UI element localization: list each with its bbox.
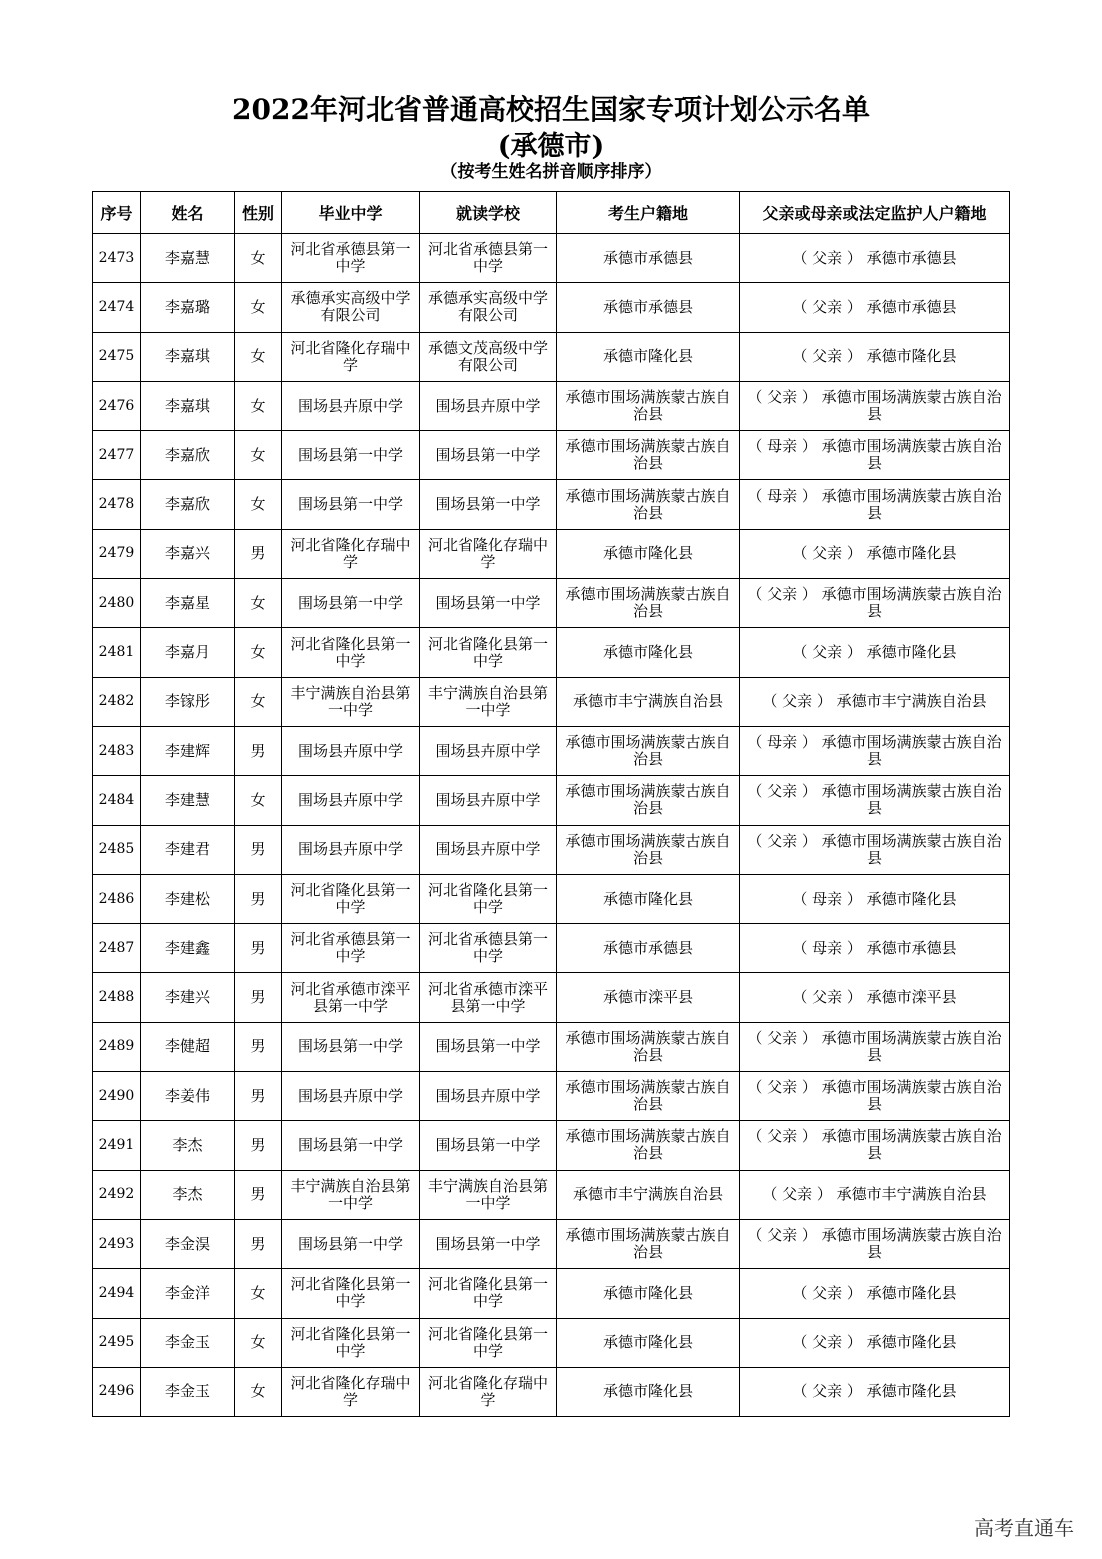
cell-serial: 2496 [93, 1367, 141, 1416]
cell-graduation-school: 围场县第一中学 [282, 431, 420, 480]
cell-graduation-school: 河北省承德市滦平县第一中学 [282, 973, 420, 1022]
cell-household-registration: 承德市围场满族蒙古族自治县 [557, 431, 740, 480]
cell-serial: 2477 [93, 431, 141, 480]
cell-serial: 2487 [93, 924, 141, 973]
cell-graduation-school: 围场县卉原中学 [282, 1072, 420, 1121]
cell-guardian-registration: （ 母亲 ） 承德市承德县 [740, 924, 1010, 973]
cell-name: 李金洋 [141, 1269, 235, 1318]
cell-household-registration: 承德市隆化县 [557, 332, 740, 381]
cell-gender: 男 [235, 924, 282, 973]
cell-current-school: 围场县卉原中学 [420, 825, 557, 874]
cell-graduation-school: 围场县第一中学 [282, 1022, 420, 1071]
cell-serial: 2492 [93, 1170, 141, 1219]
table-row [93, 1219, 1010, 1268]
page-subtitle-sort-note: （按考生姓名拼音顺序排序） [440, 162, 662, 182]
cell-household-registration: 承德市丰宁满族自治县 [557, 677, 740, 726]
header-graduation-school: 毕业中学 [282, 192, 420, 234]
cell-name: 李建辉 [141, 726, 235, 775]
cell-current-school: 河北省承德县第一中学 [420, 234, 557, 283]
cell-gender: 女 [235, 579, 282, 628]
cell-gender: 女 [235, 431, 282, 480]
cell-serial: 2482 [93, 677, 141, 726]
cell-serial: 2485 [93, 825, 141, 874]
cell-graduation-school: 围场县第一中学 [282, 1219, 420, 1268]
cell-name: 李金玉 [141, 1318, 235, 1367]
cell-name: 李嘉兴 [141, 529, 235, 578]
cell-graduation-school: 围场县第一中学 [282, 579, 420, 628]
table-row [93, 1121, 1010, 1170]
table-row [93, 924, 1010, 973]
header-household-registration: 考生户籍地 [557, 192, 740, 234]
cell-guardian-registration: （ 父亲 ） 承德市围场满族蒙古族自治县 [740, 579, 1010, 628]
cell-guardian-registration: （ 父亲 ） 承德市围场满族蒙古族自治县 [740, 1219, 1010, 1268]
cell-gender: 女 [235, 332, 282, 381]
cell-name: 李建鑫 [141, 924, 235, 973]
cell-guardian-registration: （ 父亲 ） 承德市隆化县 [740, 1367, 1010, 1416]
cell-name: 李杰 [141, 1121, 235, 1170]
table-row [93, 973, 1010, 1022]
cell-guardian-registration: （ 父亲 ） 承德市隆化县 [740, 332, 1010, 381]
cell-guardian-registration: （ 父亲 ） 承德市隆化县 [740, 628, 1010, 677]
cell-household-registration: 承德市围场满族蒙古族自治县 [557, 1121, 740, 1170]
cell-name: 李金玉 [141, 1367, 235, 1416]
cell-current-school: 围场县第一中学 [420, 1022, 557, 1071]
cell-guardian-registration: （ 父亲 ） 承德市承德县 [740, 283, 1010, 332]
cell-graduation-school: 围场县卉原中学 [282, 776, 420, 825]
table-row [93, 1022, 1010, 1071]
cell-gender: 女 [235, 480, 282, 529]
cell-gender: 女 [235, 234, 282, 283]
cell-household-registration: 承德市围场满族蒙古族自治县 [557, 381, 740, 430]
cell-guardian-registration: （ 父亲 ） 承德市围场满族蒙古族自治县 [740, 776, 1010, 825]
cell-graduation-school: 围场县第一中学 [282, 1121, 420, 1170]
cell-serial: 2476 [93, 381, 141, 430]
cell-serial: 2490 [93, 1072, 141, 1121]
cell-guardian-registration: （ 父亲 ） 承德市围场满族蒙古族自治县 [740, 1072, 1010, 1121]
cell-household-registration: 承德市丰宁满族自治县 [557, 1170, 740, 1219]
cell-serial: 2493 [93, 1219, 141, 1268]
cell-name: 李嘉欣 [141, 431, 235, 480]
cell-graduation-school: 河北省隆化存瑞中学 [282, 1367, 420, 1416]
cell-guardian-registration: （ 父亲 ） 承德市隆化县 [740, 1318, 1010, 1367]
cell-name: 李建兴 [141, 973, 235, 1022]
cell-serial: 2475 [93, 332, 141, 381]
cell-household-registration: 承德市隆化县 [557, 1367, 740, 1416]
cell-guardian-registration: （ 父亲 ） 承德市滦平县 [740, 973, 1010, 1022]
table-row [93, 283, 1010, 332]
cell-graduation-school: 河北省隆化县第一中学 [282, 1318, 420, 1367]
cell-gender: 男 [235, 825, 282, 874]
table-row [93, 825, 1010, 874]
cell-current-school: 围场县第一中学 [420, 480, 557, 529]
cell-graduation-school: 围场县卉原中学 [282, 381, 420, 430]
cell-gender: 男 [235, 1121, 282, 1170]
cell-name: 李姜伟 [141, 1072, 235, 1121]
cell-name: 李嘉琪 [141, 332, 235, 381]
cell-gender: 男 [235, 1072, 282, 1121]
cell-gender: 男 [235, 726, 282, 775]
cell-gender: 女 [235, 283, 282, 332]
cell-graduation-school: 河北省承德县第一中学 [282, 234, 420, 283]
cell-name: 李金淏 [141, 1219, 235, 1268]
cell-current-school: 围场县卉原中学 [420, 776, 557, 825]
cell-gender: 男 [235, 1022, 282, 1071]
cell-name: 李嘉月 [141, 628, 235, 677]
cell-current-school: 围场县卉原中学 [420, 1072, 557, 1121]
cell-gender: 女 [235, 628, 282, 677]
cell-serial: 2495 [93, 1318, 141, 1367]
cell-gender: 男 [235, 529, 282, 578]
table-row [93, 776, 1010, 825]
cell-serial: 2488 [93, 973, 141, 1022]
cell-household-registration: 承德市围场满族蒙古族自治县 [557, 480, 740, 529]
header-gender: 性别 [235, 192, 282, 234]
cell-serial: 2479 [93, 529, 141, 578]
cell-guardian-registration: （ 父亲 ） 承德市隆化县 [740, 529, 1010, 578]
cell-graduation-school: 丰宁满族自治县第一中学 [282, 677, 420, 726]
cell-name: 李杰 [141, 1170, 235, 1219]
cell-current-school: 丰宁满族自治县第一中学 [420, 677, 557, 726]
cell-serial: 2481 [93, 628, 141, 677]
cell-guardian-registration: （ 父亲 ） 承德市丰宁满族自治县 [740, 1170, 1010, 1219]
cell-serial: 2491 [93, 1121, 141, 1170]
table-row [93, 480, 1010, 529]
header-serial: 序号 [93, 192, 141, 234]
cell-household-registration: 承德市围场满族蒙古族自治县 [557, 726, 740, 775]
cell-current-school: 围场县第一中学 [420, 579, 557, 628]
table-row [93, 431, 1010, 480]
cell-graduation-school: 丰宁满族自治县第一中学 [282, 1170, 420, 1219]
cell-household-registration: 承德市围场满族蒙古族自治县 [557, 825, 740, 874]
cell-household-registration: 承德市承德县 [557, 924, 740, 973]
cell-household-registration: 承德市围场满族蒙古族自治县 [557, 579, 740, 628]
cell-household-registration: 承德市围场满族蒙古族自治县 [557, 1072, 740, 1121]
cell-household-registration: 承德市滦平县 [557, 973, 740, 1022]
cell-current-school: 河北省承德市滦平县第一中学 [420, 973, 557, 1022]
cell-serial: 2474 [93, 283, 141, 332]
cell-graduation-school: 河北省隆化存瑞中学 [282, 332, 420, 381]
cell-serial: 2489 [93, 1022, 141, 1071]
cell-serial: 2484 [93, 776, 141, 825]
cell-household-registration: 承德市隆化县 [557, 874, 740, 923]
cell-guardian-registration: （ 母亲 ） 承德市围场满族蒙古族自治县 [740, 726, 1010, 775]
header-name: 姓名 [141, 192, 235, 234]
cell-guardian-registration: （ 父亲 ） 承德市围场满族蒙古族自治县 [740, 381, 1010, 430]
cell-gender: 男 [235, 1170, 282, 1219]
table-header-row [93, 192, 1010, 234]
cell-guardian-registration: （ 父亲 ） 承德市丰宁满族自治县 [740, 677, 1010, 726]
cell-current-school: 丰宁满族自治县第一中学 [420, 1170, 557, 1219]
cell-household-registration: 承德市围场满族蒙古族自治县 [557, 776, 740, 825]
table-row [93, 579, 1010, 628]
cell-gender: 男 [235, 874, 282, 923]
cell-guardian-registration: （ 父亲 ） 承德市围场满族蒙古族自治县 [740, 1121, 1010, 1170]
cell-household-registration: 承德市隆化县 [557, 1269, 740, 1318]
table-row [93, 529, 1010, 578]
cell-gender: 女 [235, 381, 282, 430]
cell-graduation-school: 河北省隆化存瑞中学 [282, 529, 420, 578]
cell-household-registration: 承德市围场满族蒙古族自治县 [557, 1219, 740, 1268]
cell-graduation-school: 围场县第一中学 [282, 480, 420, 529]
cell-serial: 2486 [93, 874, 141, 923]
cell-current-school: 河北省承德县第一中学 [420, 924, 557, 973]
table-row [93, 874, 1010, 923]
cell-current-school: 承德文茂高级中学有限公司 [420, 332, 557, 381]
cell-current-school: 河北省隆化县第一中学 [420, 1269, 557, 1318]
cell-household-registration: 承德市承德县 [557, 234, 740, 283]
cell-guardian-registration: （ 母亲 ） 承德市隆化县 [740, 874, 1010, 923]
table-row [93, 726, 1010, 775]
cell-guardian-registration: （ 父亲 ） 承德市隆化县 [740, 1269, 1010, 1318]
cell-graduation-school: 围场县卉原中学 [282, 726, 420, 775]
cell-graduation-school: 河北省隆化县第一中学 [282, 628, 420, 677]
cell-graduation-school: 承德承实高级中学有限公司 [282, 283, 420, 332]
cell-gender: 女 [235, 677, 282, 726]
cell-guardian-registration: （ 父亲 ） 承德市围场满族蒙古族自治县 [740, 825, 1010, 874]
cell-graduation-school: 围场县卉原中学 [282, 825, 420, 874]
watermark: 高考直通车 [974, 1516, 1074, 1540]
cell-name: 李健超 [141, 1022, 235, 1071]
cell-gender: 女 [235, 776, 282, 825]
cell-current-school: 河北省隆化县第一中学 [420, 874, 557, 923]
cell-current-school: 河北省隆化县第一中学 [420, 1318, 557, 1367]
cell-serial: 2473 [93, 234, 141, 283]
cell-current-school: 围场县第一中学 [420, 1121, 557, 1170]
cell-name: 李建慧 [141, 776, 235, 825]
table-row [93, 1269, 1010, 1318]
cell-household-registration: 承德市围场满族蒙古族自治县 [557, 1022, 740, 1071]
cell-name: 李嘉星 [141, 579, 235, 628]
cell-household-registration: 承德市隆化县 [557, 1318, 740, 1367]
cell-guardian-registration: （ 父亲 ） 承德市承德县 [740, 234, 1010, 283]
table-row [93, 1170, 1010, 1219]
cell-serial: 2480 [93, 579, 141, 628]
cell-household-registration: 承德市隆化县 [557, 529, 740, 578]
cell-name: 李嘉欣 [141, 480, 235, 529]
table-row [93, 677, 1010, 726]
cell-serial: 2494 [93, 1269, 141, 1318]
header-current-school: 就读学校 [420, 192, 557, 234]
cell-graduation-school: 河北省隆化县第一中学 [282, 1269, 420, 1318]
cell-name: 李建松 [141, 874, 235, 923]
cell-current-school: 围场县卉原中学 [420, 726, 557, 775]
cell-gender: 男 [235, 1219, 282, 1268]
table-row [93, 1367, 1010, 1416]
cell-gender: 女 [235, 1269, 282, 1318]
cell-gender: 女 [235, 1367, 282, 1416]
cell-graduation-school: 河北省隆化县第一中学 [282, 874, 420, 923]
table-row [93, 628, 1010, 677]
cell-serial: 2483 [93, 726, 141, 775]
table-row [93, 332, 1010, 381]
cell-current-school: 河北省隆化存瑞中学 [420, 529, 557, 578]
table-row [93, 234, 1010, 283]
table-row [93, 381, 1010, 430]
cell-name: 李嘉琪 [141, 381, 235, 430]
cell-current-school: 河北省隆化县第一中学 [420, 628, 557, 677]
page-subtitle-city: (承德市) [497, 131, 605, 162]
cell-serial: 2478 [93, 480, 141, 529]
cell-current-school: 承德承实高级中学有限公司 [420, 283, 557, 332]
cell-current-school: 围场县第一中学 [420, 1219, 557, 1268]
cell-gender: 男 [235, 973, 282, 1022]
header-guardian-registration: 父亲或母亲或法定监护人户籍地 [740, 192, 1010, 234]
cell-name: 李嘉璐 [141, 283, 235, 332]
cell-guardian-registration: （ 父亲 ） 承德市围场满族蒙古族自治县 [740, 1022, 1010, 1071]
table-row [93, 1318, 1010, 1367]
cell-guardian-registration: （ 母亲 ） 承德市围场满族蒙古族自治县 [740, 480, 1010, 529]
cell-guardian-registration: （ 母亲 ） 承德市围场满族蒙古族自治县 [740, 431, 1010, 480]
cell-current-school: 河北省隆化存瑞中学 [420, 1367, 557, 1416]
cell-name: 李镓彤 [141, 677, 235, 726]
cell-current-school: 围场县卉原中学 [420, 381, 557, 430]
cell-household-registration: 承德市承德县 [557, 283, 740, 332]
table-row [93, 1072, 1010, 1121]
candidate-table [92, 191, 1010, 1417]
cell-graduation-school: 河北省承德县第一中学 [282, 924, 420, 973]
cell-gender: 女 [235, 1318, 282, 1367]
page-title: 2022年河北省普通高校招生国家专项计划公示名单 [232, 93, 870, 126]
cell-name: 李嘉慧 [141, 234, 235, 283]
cell-name: 李建君 [141, 825, 235, 874]
cell-household-registration: 承德市隆化县 [557, 628, 740, 677]
cell-current-school: 围场县第一中学 [420, 431, 557, 480]
